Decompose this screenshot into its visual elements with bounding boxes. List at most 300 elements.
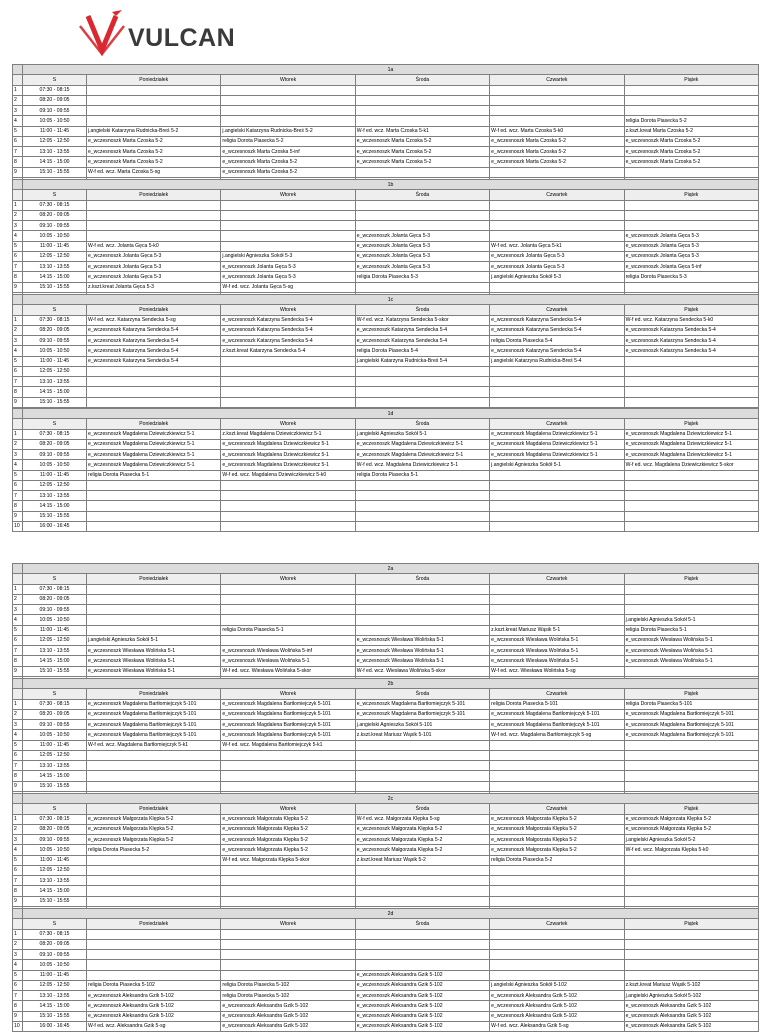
lesson-number: 3 <box>13 720 23 730</box>
header-day: Piątek <box>624 689 758 699</box>
lesson-row <box>13 635 759 645</box>
lesson-cell <box>624 876 758 886</box>
lesson-number: 5 <box>13 356 23 366</box>
lesson-cell <box>355 886 489 896</box>
lesson-time: 08:20 - 09:05 <box>23 95 87 105</box>
lesson-cell: religia Dorota Piasecka 5-1 <box>221 625 355 635</box>
lesson-number: 10 <box>13 521 23 531</box>
lesson-cell: religia Dorota Piasecka 5-102 <box>221 980 355 990</box>
timetable-2a <box>12 563 748 687</box>
lesson-cell <box>221 750 355 760</box>
lesson-number: 9 <box>13 511 23 521</box>
lesson-time: 15:10 - 15:55 <box>23 397 87 407</box>
lesson-cell <box>221 387 355 397</box>
lesson-number: 5 <box>13 855 23 865</box>
lesson-time: 13:10 - 13:55 <box>23 377 87 387</box>
lesson-cell: e_wczesnoszk Aleksandra Gzik 5-102 <box>355 991 489 1001</box>
lesson-cell: e_wczesnoszk Wiesława Wolińska 5-1 <box>490 635 624 645</box>
lesson-cell: religia Dorota Piasecka 5-4 <box>355 346 489 356</box>
lesson-cell <box>87 771 221 781</box>
title-spacer <box>13 679 23 689</box>
lesson-number: 2 <box>13 939 23 949</box>
class-title: 2a <box>23 564 759 574</box>
lesson-cell: e_wczesnoszk Aleksandra Gzik 5-102 <box>355 1021 489 1031</box>
timetable-grid <box>12 678 759 802</box>
lesson-cell <box>355 511 489 521</box>
lesson-cell <box>624 929 758 939</box>
lesson-cell: e_wczesnoszk Małgorzata Klępka 5-2 <box>87 814 221 824</box>
lesson-cell: e_wczesnoszk Aleksandra Gzik 5-102 <box>87 1001 221 1011</box>
lesson-time: 14:15 - 15:00 <box>23 1001 87 1011</box>
lesson-cell <box>355 210 489 220</box>
lesson-cell <box>624 470 758 480</box>
lesson-cell <box>355 200 489 210</box>
lesson-cell: e_wczesnoszk Aleksandra Gzik 5-102 <box>221 1001 355 1011</box>
lesson-cell: e_wczesnoszk Magdalena Dziewiczkiewicz 5-1 <box>490 439 624 449</box>
lesson-cell <box>355 501 489 511</box>
lesson-time: 14:15 - 15:00 <box>23 771 87 781</box>
header-day: Wtorek <box>221 75 355 85</box>
header-spacer <box>13 919 23 929</box>
lesson-cell: e_wczesnoszk Magdalena Bartłomiejczyk 5-101 <box>221 699 355 709</box>
lesson-row <box>13 761 759 771</box>
lesson-time: 15:10 - 15:55 <box>23 1011 87 1021</box>
lesson-number: 1 <box>13 315 23 325</box>
lesson-cell <box>624 761 758 771</box>
lesson-cell <box>624 594 758 604</box>
lesson-row <box>13 886 759 896</box>
header-col-s: S <box>23 305 87 315</box>
lesson-cell <box>624 521 758 531</box>
lesson-number: 2 <box>13 95 23 105</box>
lesson-number: 7 <box>13 377 23 387</box>
lesson-cell <box>490 366 624 376</box>
lesson-cell <box>87 855 221 865</box>
lesson-cell <box>490 960 624 970</box>
lesson-cell: e_wczesnoszk Jolanta Gęca 5-3 <box>87 251 221 261</box>
lesson-number: 3 <box>13 950 23 960</box>
lesson-cell: e_wczesnoszk Magdalena Bartłomiejczyk 5-101 <box>624 720 758 730</box>
lesson-row <box>13 960 759 970</box>
header-day: Piątek <box>624 305 758 315</box>
header-spacer <box>13 804 23 814</box>
lesson-cell <box>221 605 355 615</box>
lesson-cell: e_wczesnoszk Wiesława Wolińska 5-inf <box>221 646 355 656</box>
lesson-cell: e_wczesnoszk Aleksandra Gzik 5-102 <box>221 1011 355 1021</box>
lesson-cell: e_wczesnoszk Małgorzata Klępka 5-2 <box>355 845 489 855</box>
lesson-time: 08:20 - 09:05 <box>23 325 87 335</box>
lesson-number: 8 <box>13 501 23 511</box>
header-day: Wtorek <box>221 919 355 929</box>
lesson-time: 09:10 - 09:55 <box>23 720 87 730</box>
lesson-cell: j.angielski Agnieszka Sokół 5-101 <box>355 720 489 730</box>
lesson-cell <box>87 116 221 126</box>
lesson-cell: W-f ed. wcz. Jolanta Gęca 5-k0 <box>87 241 221 251</box>
lesson-cell: e_wczesnoszk Jolanta Gęca 5-3 <box>355 262 489 272</box>
header-spacer <box>13 574 23 584</box>
lesson-time: 11:00 - 11:45 <box>23 126 87 136</box>
header-day: Wtorek <box>221 190 355 200</box>
lesson-cell: e_wczesnoszk Magdalena Bartłomiejczyk 5-101 <box>355 709 489 719</box>
lesson-cell <box>221 929 355 939</box>
lesson-cell <box>490 210 624 220</box>
lesson-row <box>13 157 759 167</box>
header-spacer <box>13 419 23 429</box>
lesson-cell <box>355 397 489 407</box>
lesson-cell: e_wczesnoszk Katarzyna Sendecka 5-4 <box>490 325 624 335</box>
lesson-cell <box>490 116 624 126</box>
lesson-cell <box>624 501 758 511</box>
lesson-cell: j.angielski Agnieszka Sokół 5-3 <box>221 251 355 261</box>
lesson-number: 6 <box>13 366 23 376</box>
lesson-time: 07:30 - 08:15 <box>23 929 87 939</box>
lesson-cell: e_wczesnoszk Marta Czoska 5-2 <box>355 136 489 146</box>
lesson-cell: e_wczesnoszk Jolanta Gęca 5-inf <box>624 262 758 272</box>
lesson-number: 9 <box>13 781 23 791</box>
header-col-s: S <box>23 419 87 429</box>
lesson-cell: e_wczesnoszk Magdalena Dziewiczkiewicz 5-1 <box>624 439 758 449</box>
timetable-grid <box>12 908 759 1032</box>
lesson-number: 2 <box>13 439 23 449</box>
lesson-row <box>13 699 759 709</box>
lesson-cell <box>221 95 355 105</box>
lesson-cell: e_wczesnoszk Magdalena Dziewiczkiewicz 5-1 <box>221 450 355 460</box>
lesson-time: 15:10 - 15:55 <box>23 896 87 906</box>
lesson-cell: e_wczesnoszk Magdalena Bartłomiejczyk 5-101 <box>221 720 355 730</box>
header-day: Środa <box>355 919 489 929</box>
lesson-cell <box>624 167 758 177</box>
lesson-time: 16:00 - 16:45 <box>23 521 87 531</box>
lesson-cell <box>221 615 355 625</box>
lesson-row <box>13 460 759 470</box>
lesson-row <box>13 950 759 960</box>
class-title: 1a <box>23 65 759 75</box>
lesson-cell <box>355 896 489 906</box>
lesson-cell <box>624 200 758 210</box>
lesson-cell <box>355 876 489 886</box>
lesson-number: 5 <box>13 625 23 635</box>
header-day: Piątek <box>624 574 758 584</box>
lesson-cell <box>87 886 221 896</box>
lesson-cell <box>355 929 489 939</box>
lesson-cell: e_wczesnoszk Aleksandra Gzik 5-102 <box>355 970 489 980</box>
lesson-cell: W-f ed. wcz. Aleksandra Gzik 5-sg <box>490 1021 624 1031</box>
lesson-number: 9 <box>13 397 23 407</box>
lesson-number: 3 <box>13 106 23 116</box>
header-day: Czwartek <box>490 689 624 699</box>
lesson-cell: j.angielski Katarzyna Rudnicka-Breś 5-4 <box>490 356 624 366</box>
lesson-cell <box>490 470 624 480</box>
lesson-cell: e_wczesnoszk Jolanta Gęca 5-3 <box>87 272 221 282</box>
header-day: Czwartek <box>490 919 624 929</box>
lesson-cell <box>221 356 355 366</box>
lesson-row <box>13 95 759 105</box>
lesson-cell: W-f ed. wcz. Jolanta Gęca 5-k1 <box>490 241 624 251</box>
lesson-number: 5 <box>13 740 23 750</box>
lesson-row <box>13 876 759 886</box>
lesson-time: 09:10 - 09:55 <box>23 450 87 460</box>
header-day: Czwartek <box>490 190 624 200</box>
lesson-cell: e_wczesnoszk Aleksandra Gzik 5-102 <box>355 1011 489 1021</box>
lesson-cell <box>355 387 489 397</box>
lesson-cell <box>221 377 355 387</box>
lesson-cell: e_wczesnoszk Małgorzata Klępka 5-2 <box>87 835 221 845</box>
lesson-row <box>13 136 759 146</box>
lesson-time: 15:10 - 15:55 <box>23 282 87 292</box>
lesson-time: 11:00 - 11:45 <box>23 740 87 750</box>
lesson-cell <box>490 480 624 490</box>
lesson-cell <box>87 511 221 521</box>
lesson-cell <box>221 397 355 407</box>
lesson-row <box>13 656 759 666</box>
lesson-cell: W-f ed. wcz. Katarzyna Sendecka 5-skor <box>355 315 489 325</box>
vulcan-logo-text: VULCAN <box>128 24 236 52</box>
lesson-cell <box>490 491 624 501</box>
title-spacer <box>13 564 23 574</box>
lesson-cell: z.kszt.kreat Magdalena Dziewiczkiewicz 5-1 <box>221 429 355 439</box>
lesson-cell: e_wczesnoszk Jolanta Gęca 5-3 <box>355 241 489 251</box>
lesson-row <box>13 116 759 126</box>
class-title: 1b <box>23 180 759 190</box>
lesson-cell <box>87 594 221 604</box>
lesson-cell: e_wczesnoszk Magdalena Bartłomiejczyk 5-101 <box>87 730 221 740</box>
lesson-cell: religia Dorota Piasecka 5-2 <box>490 855 624 865</box>
lesson-cell: e_wczesnoszk Marta Czoska 5-2 <box>624 136 758 146</box>
lesson-cell: e_wczesnoszk Aleksandra Gzik 5-102 <box>355 980 489 990</box>
lesson-number: 4 <box>13 231 23 241</box>
lesson-time: 14:15 - 15:00 <box>23 501 87 511</box>
lesson-cell <box>355 594 489 604</box>
lesson-time: 10:05 - 10:50 <box>23 460 87 470</box>
timetable-grid <box>12 294 759 418</box>
lesson-number: 4 <box>13 845 23 855</box>
lesson-time: 12:05 - 12:50 <box>23 366 87 376</box>
lesson-cell: e_wczesnoszk Jolanta Gęca 5-3 <box>355 251 489 261</box>
lesson-number: 4 <box>13 460 23 470</box>
lesson-cell <box>624 740 758 750</box>
lesson-row <box>13 167 759 177</box>
lesson-cell <box>490 771 624 781</box>
lesson-row <box>13 865 759 875</box>
lesson-number: 2 <box>13 325 23 335</box>
header-day: Wtorek <box>221 574 355 584</box>
lesson-cell <box>624 491 758 501</box>
lesson-time: 11:00 - 11:45 <box>23 241 87 251</box>
lesson-cell: j.angielski Katarzyna Rudnicka-Breś 5-2 <box>221 126 355 136</box>
lesson-cell <box>87 781 221 791</box>
lesson-cell: e_wczesnoszk Marta Czoska 5-2 <box>221 167 355 177</box>
header-day: Środa <box>355 804 489 814</box>
lesson-cell: e_wczesnoszk Katarzyna Sendecka 5-4 <box>87 325 221 335</box>
lesson-time: 14:15 - 15:00 <box>23 886 87 896</box>
lesson-cell <box>355 781 489 791</box>
lesson-time: 09:10 - 09:55 <box>23 950 87 960</box>
lesson-cell <box>355 282 489 292</box>
timetable-1a <box>12 64 748 188</box>
lesson-cell <box>624 771 758 781</box>
lesson-cell <box>87 106 221 116</box>
lesson-cell <box>355 95 489 105</box>
lesson-cell: e_wczesnoszk Jolanta Gęca 5-3 <box>624 241 758 251</box>
lesson-cell <box>624 397 758 407</box>
lesson-cell <box>221 896 355 906</box>
lesson-cell <box>490 377 624 387</box>
header-col-s: S <box>23 804 87 814</box>
lesson-row <box>13 282 759 292</box>
header-spacer <box>13 75 23 85</box>
lesson-number: 7 <box>13 991 23 1001</box>
lesson-cell <box>87 896 221 906</box>
lesson-cell: e_wczesnoszk Wiesława Wolińska 5-1 <box>355 635 489 645</box>
lesson-cell: e_wczesnoszk Jolanta Gęca 5-3 <box>221 262 355 272</box>
lesson-cell <box>490 615 624 625</box>
lesson-cell: e_wczesnoszk Jolanta Gęca 5-3 <box>355 231 489 241</box>
lesson-row <box>13 241 759 251</box>
lesson-number: 7 <box>13 491 23 501</box>
lesson-row <box>13 336 759 346</box>
lesson-cell: e_wczesnoszk Katarzyna Sendecka 5-4 <box>355 325 489 335</box>
lesson-number: 3 <box>13 835 23 845</box>
lesson-cell <box>221 221 355 231</box>
lesson-cell <box>221 635 355 645</box>
lesson-number: 4 <box>13 346 23 356</box>
lesson-cell <box>221 501 355 511</box>
timetable-grid <box>12 793 759 917</box>
header-col-s: S <box>23 574 87 584</box>
lesson-time: 07:30 - 08:15 <box>23 315 87 325</box>
lesson-time: 10:05 - 10:50 <box>23 231 87 241</box>
lesson-cell: e_wczesnoszk Wiesława Wolińska 5-1 <box>624 646 758 656</box>
lesson-row <box>13 210 759 220</box>
lesson-row <box>13 221 759 231</box>
lesson-cell <box>87 625 221 635</box>
header-day: Poniedziałek <box>87 190 221 200</box>
header-day: Poniedziałek <box>87 419 221 429</box>
lesson-number: 1 <box>13 200 23 210</box>
lesson-cell: e_wczesnoszk Wiesława Wolińska 5-1 <box>87 646 221 656</box>
lesson-cell: religia Dorota Piasecka 5-2 <box>624 116 758 126</box>
lesson-time: 10:05 - 10:50 <box>23 960 87 970</box>
lesson-cell: religia Dorota Piasecka 5-3 <box>355 272 489 282</box>
lesson-cell: e_wczesnoszk Wiesława Wolińska 5-1 <box>624 635 758 645</box>
lesson-row <box>13 970 759 980</box>
header-day: Piątek <box>624 75 758 85</box>
lesson-number: 9 <box>13 1011 23 1021</box>
lesson-time: 08:20 - 09:05 <box>23 709 87 719</box>
lesson-cell <box>87 929 221 939</box>
lesson-cell <box>490 750 624 760</box>
lesson-cell: W-f ed. wcz. Magdalena Bartłomiejczyk 5-k1 <box>221 740 355 750</box>
lesson-number: 2 <box>13 824 23 834</box>
lesson-cell <box>87 615 221 625</box>
lesson-cell: e_wczesnoszk Marta Czoska 5-2 <box>490 136 624 146</box>
lesson-number: 9 <box>13 666 23 676</box>
class-title: 2c <box>23 794 759 804</box>
lesson-cell <box>624 210 758 220</box>
lesson-row <box>13 397 759 407</box>
lesson-cell <box>490 167 624 177</box>
lesson-cell: e_wczesnoszk Wiesława Wolińska 5-1 <box>87 656 221 666</box>
lesson-row <box>13 439 759 449</box>
lesson-cell: z.kszt.kreat Mariusz Wąsik 5-1 <box>490 625 624 635</box>
lesson-cell: e_wczesnoszk Marta Czoska 5-2 <box>87 157 221 167</box>
lesson-cell <box>624 282 758 292</box>
lesson-row <box>13 387 759 397</box>
lesson-cell <box>221 886 355 896</box>
lesson-cell <box>490 282 624 292</box>
lesson-cell: e_wczesnoszk Aleksandra Gzik 5-102 <box>624 1011 758 1021</box>
lesson-cell <box>624 855 758 865</box>
lesson-cell: e_wczesnoszk Wiesława Wolińska 5-1 <box>490 646 624 656</box>
lesson-cell: W-f ed. wcz. Małgorzata Klępka 5-sg <box>355 814 489 824</box>
lesson-number: 1 <box>13 85 23 95</box>
lesson-time: 07:30 - 08:15 <box>23 699 87 709</box>
lesson-row <box>13 625 759 635</box>
lesson-cell <box>624 781 758 791</box>
lesson-cell <box>490 95 624 105</box>
lesson-cell <box>490 584 624 594</box>
lesson-cell <box>624 896 758 906</box>
title-spacer <box>13 180 23 190</box>
lesson-cell <box>87 480 221 490</box>
lesson-cell: e_wczesnoszk Małgorzata Klępka 5-2 <box>221 835 355 845</box>
lesson-number: 5 <box>13 126 23 136</box>
lesson-cell <box>490 521 624 531</box>
lesson-cell <box>624 95 758 105</box>
lesson-cell: e_wczesnoszk Wiesława Wolińska 5-1 <box>355 656 489 666</box>
lesson-cell: e_wczesnoszk Marta Czoska 5-2 <box>490 157 624 167</box>
class-title: 2d <box>23 909 759 919</box>
lesson-cell <box>624 85 758 95</box>
lesson-cell <box>87 750 221 760</box>
lesson-row <box>13 106 759 116</box>
lesson-row <box>13 980 759 990</box>
lesson-cell: e_wczesnoszk Małgorzata Klępka 5-2 <box>490 845 624 855</box>
lesson-time: 11:00 - 11:45 <box>23 625 87 635</box>
lesson-row <box>13 750 759 760</box>
lesson-row <box>13 272 759 282</box>
header-day: Piątek <box>624 919 758 929</box>
lesson-time: 12:05 - 12:50 <box>23 865 87 875</box>
lesson-time: 13:10 - 13:55 <box>23 646 87 656</box>
lesson-cell <box>624 106 758 116</box>
lesson-cell: e_wczesnoszk Magdalena Dziewiczkiewicz 5-1 <box>624 429 758 439</box>
lesson-cell <box>490 594 624 604</box>
lesson-cell: e_wczesnoszk Magdalena Bartłomiejczyk 5-101 <box>221 709 355 719</box>
lesson-time: 08:20 - 09:05 <box>23 594 87 604</box>
lesson-cell <box>355 584 489 594</box>
header-day: Czwartek <box>490 574 624 584</box>
lesson-cell: e_wczesnoszk Katarzyna Sendecka 5-4 <box>87 356 221 366</box>
timetable-grid <box>12 64 759 188</box>
lesson-time: 08:20 - 09:05 <box>23 939 87 949</box>
lesson-number: 3 <box>13 605 23 615</box>
lesson-cell: religia Dorota Piasecka 5-2 <box>221 136 355 146</box>
lesson-number: 3 <box>13 221 23 231</box>
lesson-cell <box>624 750 758 760</box>
lesson-cell <box>221 950 355 960</box>
lesson-cell: e_wczesnoszk Aleksandra Gzik 5-102 <box>87 991 221 1001</box>
lesson-cell: e_wczesnoszk Katarzyna Sendecka 5-4 <box>624 336 758 346</box>
lesson-cell <box>490 939 624 949</box>
lesson-row <box>13 855 759 865</box>
lesson-cell <box>221 584 355 594</box>
lesson-time: 15:10 - 15:55 <box>23 781 87 791</box>
lesson-cell <box>490 876 624 886</box>
lesson-cell: e_wczesnoszk Magdalena Dziewiczkiewicz 5-1 <box>87 429 221 439</box>
lesson-cell: e_wczesnoszk Katarzyna Sendecka 5-4 <box>624 346 758 356</box>
lesson-cell <box>490 85 624 95</box>
